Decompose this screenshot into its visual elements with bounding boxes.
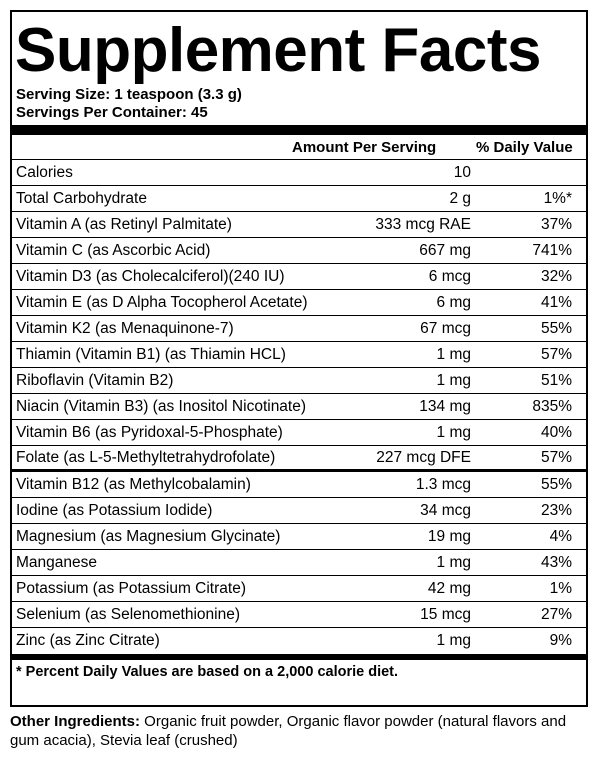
nutrient-name: Vitamin C (as Ascorbic Acid) [16,241,211,259]
nutrient-row [12,420,586,446]
nutrient-daily-value: 55% [540,319,572,337]
nutrient-daily-value: 9% [549,632,572,649]
other-ingredients-label: Other Ingredients: [10,713,141,730]
nutrient-row [12,212,586,238]
nutrient-daily-value: 41% [540,293,572,311]
nutrient-amount: 134 mg [419,397,471,415]
nutrient-daily-value: 40% [540,423,572,441]
serving-size: Serving Size: 1 teaspoon (3.3 g) [16,86,242,103]
nutrient-name: Riboflavin (Vitamin B2) [16,371,174,389]
nutrient-amount: 15 mcg [420,605,471,623]
nutrient-name: Vitamin K2 (as Menaquinone-7) [16,319,234,337]
nutrient-daily-value: 1% [549,579,572,597]
other-ingredients [10,712,590,750]
nutrient-row [12,316,586,342]
panel-title: Supplement Facts [15,16,541,85]
nutrient-row [12,290,586,316]
nutrient-amount: 1 mg [436,423,471,441]
nutrient-daily-value: 51% [540,371,572,389]
nutrient-amount: 1 mg [436,553,471,571]
nutrient-daily-value: 43% [540,553,572,571]
nutrient-table [12,160,586,654]
nutrient-amount: 667 mg [419,241,471,259]
nutrient-row [12,550,586,576]
nutrient-daily-value: 57% [540,345,572,363]
nutrient-row [12,186,586,212]
nutrient-amount: 10 [453,163,471,181]
nutrient-name: Magnesium (as Magnesium Glycinate) [16,527,281,545]
nutrient-row [12,238,586,264]
nutrient-amount: 1 mg [436,371,471,389]
nutrient-row [12,472,586,498]
nutrient-name: Vitamin B12 (as Methylcobalamin) [16,475,251,493]
nutrient-daily-value: 32% [540,267,572,285]
nutrient-amount: 227 mcg DFE [376,448,471,466]
servings-per-container: Servings Per Container: 45 [16,104,208,121]
nutrient-daily-value: 27% [540,605,572,623]
nutrient-amount: 1.3 mcg [415,475,471,493]
nutrient-amount: 2 g [449,189,471,207]
nutrient-row [12,628,586,654]
nutrient-row [12,498,586,524]
nutrient-amount: 333 mcg RAE [375,215,471,233]
amount-per-serving-header: Amount Per Serving [292,138,437,156]
footnote: * Percent Daily Values are based on a 2,000 calorie diet. [16,664,399,680]
nutrient-name: Zinc (as Zinc Citrate) [16,632,160,649]
nutrient-daily-value: 23% [540,501,572,519]
nutrient-amount: 67 mcg [420,319,471,337]
nutrient-daily-value: 835% [532,397,572,415]
nutrient-name: Niacin (Vitamin B3) (as Inositol Nicotinate) [16,397,307,415]
nutrient-daily-value: 1%* [543,189,572,207]
nutrient-amount: 42 mg [427,579,471,597]
supplement-facts-panel [10,10,588,707]
nutrient-daily-value: 4% [549,527,572,545]
nutrient-name: Thiamin (Vitamin B1) (as Thiamin HCL) [16,345,286,363]
nutrient-row [12,602,586,628]
nutrient-row [12,264,586,290]
nutrient-name: Iodine (as Potassium Iodide) [16,501,213,519]
nutrient-daily-value: 741% [532,241,572,259]
thick-divider [12,125,586,135]
nutrient-row [12,576,586,602]
nutrient-row [12,342,586,368]
daily-value-header: % Daily Value [476,138,573,156]
nutrient-row [12,394,586,420]
nutrient-name: Folate (as L-5-Methyltetrahydrofolate) [16,448,276,466]
nutrient-amount: 19 mg [427,527,471,545]
nutrient-name: Vitamin D3 (as Cholecalciferol)(240 IU) [16,267,285,285]
column-header-row [12,135,586,160]
nutrient-amount: 1 mg [436,345,471,363]
nutrient-amount: 6 mg [436,293,471,311]
nutrient-daily-value: 57% [540,448,572,466]
nutrient-amount: 1 mg [436,632,471,649]
nutrient-row [12,524,586,550]
nutrient-name: Vitamin E (as D Alpha Tocopherol Acetate) [16,293,308,311]
nutrient-amount: 34 mcg [420,501,471,519]
nutrient-name: Potassium (as Potassium Citrate) [16,579,246,597]
nutrient-name: Total Carbohydrate [16,189,147,207]
nutrient-row [12,446,586,472]
nutrient-name: Vitamin A (as Retinyl Palmitate) [16,215,232,233]
nutrient-name: Selenium (as Selenomethionine) [16,605,241,623]
nutrient-row [12,368,586,394]
nutrient-name: Calories [16,163,73,181]
nutrient-daily-value: 55% [540,475,572,493]
nutrient-name: Manganese [16,553,98,571]
nutrient-name: Vitamin B6 (as Pyridoxal-5-Phosphate) [16,423,283,441]
other-ingredients-text: Organic fruit powder, Organic flavor powder (natural flavors and gum acacia), Stevia leaf (crushed) [10,713,567,749]
nutrient-amount: 6 mcg [428,267,471,285]
nutrient-daily-value: 37% [540,215,572,233]
nutrient-row [12,160,586,186]
